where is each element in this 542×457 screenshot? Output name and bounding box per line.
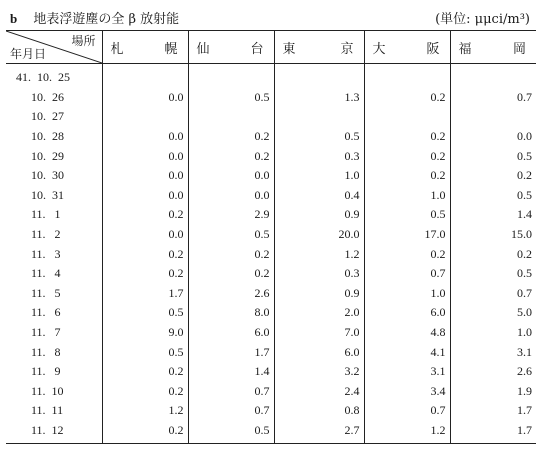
- table-row: [6, 88, 536, 108]
- value-cell: [450, 64, 536, 88]
- value-cell: 4.8: [364, 323, 450, 343]
- value-cell: 0.0: [188, 186, 274, 206]
- value-cell: 3.4: [364, 382, 450, 402]
- value-cell: 0.3: [274, 146, 364, 166]
- table-row: [6, 382, 536, 402]
- date-cell: 11. 11: [16, 403, 64, 418]
- table-row: [6, 127, 536, 147]
- value-cell: 1.7: [102, 284, 188, 304]
- value-cell: 0.0: [102, 127, 188, 147]
- table-row: [6, 107, 536, 127]
- value-cell: 8.0: [188, 303, 274, 323]
- value-cell: 1.0: [364, 186, 450, 206]
- value-cell: [102, 107, 188, 127]
- value-cell: 3.1: [364, 362, 450, 382]
- value-cell: 2.4: [274, 382, 364, 402]
- corner-header-cell: [6, 31, 102, 64]
- value-cell: 0.5: [450, 146, 536, 166]
- date-cell: 11. 8: [16, 344, 61, 359]
- value-cell: 6.0: [364, 303, 450, 323]
- value-cell: 0.7: [450, 88, 536, 108]
- table-row: [6, 303, 536, 323]
- value-cell: 0.5: [188, 88, 274, 108]
- value-cell: 0.5: [188, 421, 274, 444]
- table-caption: [10, 6, 534, 26]
- value-cell: 0.2: [364, 244, 450, 264]
- value-cell: 0.8: [274, 401, 364, 421]
- date-cell: 10. 26: [16, 89, 64, 104]
- table-row: [6, 401, 536, 421]
- value-cell: 15.0: [450, 225, 536, 245]
- date-cell: 11. 5: [16, 285, 61, 300]
- value-cell: [188, 107, 274, 127]
- value-cell: 0.5: [450, 186, 536, 206]
- table-row: [6, 205, 536, 225]
- value-cell: [188, 64, 274, 88]
- value-cell: 0.2: [364, 88, 450, 108]
- value-cell: 5.0: [450, 303, 536, 323]
- value-cell: 0.5: [102, 303, 188, 323]
- value-cell: 1.2: [364, 421, 450, 444]
- value-cell: 0.2: [450, 166, 536, 186]
- value-cell: [274, 107, 364, 127]
- date-cell: 11. 9: [16, 364, 61, 379]
- value-cell: 0.7: [450, 284, 536, 304]
- radioactivity-table: [6, 30, 536, 444]
- value-cell: 1.2: [274, 244, 364, 264]
- table-row: [6, 362, 536, 382]
- date-cell: 11. 6: [16, 305, 61, 320]
- table-row: [6, 342, 536, 362]
- value-cell: 0.3: [274, 264, 364, 284]
- city-header-fukuoka: 福 岡: [450, 31, 536, 64]
- value-cell: 0.0: [188, 166, 274, 186]
- value-cell: 0.0: [450, 127, 536, 147]
- value-cell: 20.0: [274, 225, 364, 245]
- value-cell: 0.2: [188, 264, 274, 284]
- table-body: [6, 64, 536, 444]
- value-cell: 0.2: [450, 244, 536, 264]
- date-cell: 11. 10: [16, 383, 64, 398]
- value-cell: 0.2: [102, 421, 188, 444]
- value-cell: 0.7: [364, 264, 450, 284]
- value-cell: 4.1: [364, 342, 450, 362]
- value-cell: 0.0: [102, 225, 188, 245]
- value-cell: 0.5: [364, 205, 450, 225]
- value-cell: 0.2: [188, 127, 274, 147]
- value-cell: 1.7: [450, 401, 536, 421]
- value-cell: 0.2: [364, 166, 450, 186]
- value-cell: 0.5: [450, 264, 536, 284]
- date-cell: 11. 4: [16, 266, 61, 281]
- value-cell: 2.7: [274, 421, 364, 444]
- header-row: [6, 31, 536, 64]
- date-cell: 10. 31: [16, 187, 64, 202]
- date-cell: 11. 7: [16, 325, 61, 340]
- date-label: 年月日: [10, 47, 47, 61]
- table-row: [6, 225, 536, 245]
- value-cell: 0.2: [102, 382, 188, 402]
- value-cell: 2.6: [188, 284, 274, 304]
- value-cell: 0.0: [102, 146, 188, 166]
- value-cell: 0.2: [188, 146, 274, 166]
- value-cell: 0.5: [274, 127, 364, 147]
- value-cell: 0.0: [102, 186, 188, 206]
- value-cell: 0.2: [102, 205, 188, 225]
- date-cell: 41. 10. 25: [16, 70, 70, 85]
- value-cell: 0.0: [102, 166, 188, 186]
- table-row: [6, 186, 536, 206]
- value-cell: [364, 107, 450, 127]
- value-cell: 1.2: [102, 401, 188, 421]
- date-cell: 10. 30: [16, 168, 64, 183]
- value-cell: 2.0: [274, 303, 364, 323]
- value-cell: 1.4: [188, 362, 274, 382]
- value-cell: 0.2: [364, 146, 450, 166]
- value-cell: 0.2: [102, 264, 188, 284]
- value-cell: 0.4: [274, 186, 364, 206]
- value-cell: 0.7: [364, 401, 450, 421]
- date-cell: 11. 3: [16, 246, 61, 261]
- value-cell: 1.9: [450, 382, 536, 402]
- value-cell: 0.2: [364, 127, 450, 147]
- value-cell: 2.6: [450, 362, 536, 382]
- city-header-sendai: 仙 台: [188, 31, 274, 64]
- value-cell: 0.5: [188, 225, 274, 245]
- caption-text: 地表浮遊塵の全 β 放射能: [33, 12, 180, 27]
- date-cell: 11. 1: [16, 207, 61, 222]
- value-cell: 1.7: [188, 342, 274, 362]
- value-cell: 0.2: [188, 244, 274, 264]
- place-label: 場所: [71, 34, 96, 48]
- date-cell: 10. 27: [16, 109, 64, 124]
- caption-title: [10, 8, 179, 27]
- value-cell: 0.2: [102, 362, 188, 382]
- value-cell: [364, 64, 450, 88]
- table-row: [6, 421, 536, 444]
- caption-letter: b: [10, 11, 18, 26]
- table-row: [6, 146, 536, 166]
- value-cell: 0.0: [102, 88, 188, 108]
- value-cell: 1.4: [450, 205, 536, 225]
- value-cell: 6.0: [188, 323, 274, 343]
- value-cell: 3.1: [450, 342, 536, 362]
- value-cell: 0.9: [274, 205, 364, 225]
- value-cell: 0.5: [102, 342, 188, 362]
- value-cell: 3.2: [274, 362, 364, 382]
- value-cell: 0.9: [274, 284, 364, 304]
- value-cell: 7.0: [274, 323, 364, 343]
- city-header-sapporo: 札 幌: [102, 31, 188, 64]
- value-cell: 6.0: [274, 342, 364, 362]
- value-cell: [102, 64, 188, 88]
- date-cell: 11. 2: [16, 227, 61, 242]
- value-cell: [450, 107, 536, 127]
- value-cell: 1.0: [364, 284, 450, 304]
- value-cell: 1.7: [450, 421, 536, 444]
- city-header-tokyo: 東 京: [274, 31, 364, 64]
- value-cell: 0.7: [188, 401, 274, 421]
- value-cell: 2.9: [188, 205, 274, 225]
- date-cell: 10. 28: [16, 129, 64, 144]
- value-cell: 0.7: [188, 382, 274, 402]
- table-row: [6, 64, 536, 88]
- table-row: [6, 264, 536, 284]
- value-cell: 17.0: [364, 225, 450, 245]
- unit-label: (単位: μμci/m³): [435, 12, 530, 27]
- value-cell: 1.0: [450, 323, 536, 343]
- table-row: [6, 244, 536, 264]
- date-cell: 10. 29: [16, 148, 64, 163]
- table-row: [6, 284, 536, 304]
- date-cell: 11. 12: [6, 421, 102, 444]
- value-cell: [274, 64, 364, 88]
- value-cell: 0.2: [102, 244, 188, 264]
- value-cell: 1.3: [274, 88, 364, 108]
- table-row: [6, 323, 536, 343]
- table-row: [6, 166, 536, 186]
- value-cell: 9.0: [102, 323, 188, 343]
- city-header-osaka: 大 阪: [364, 31, 450, 64]
- value-cell: 1.0: [274, 166, 364, 186]
